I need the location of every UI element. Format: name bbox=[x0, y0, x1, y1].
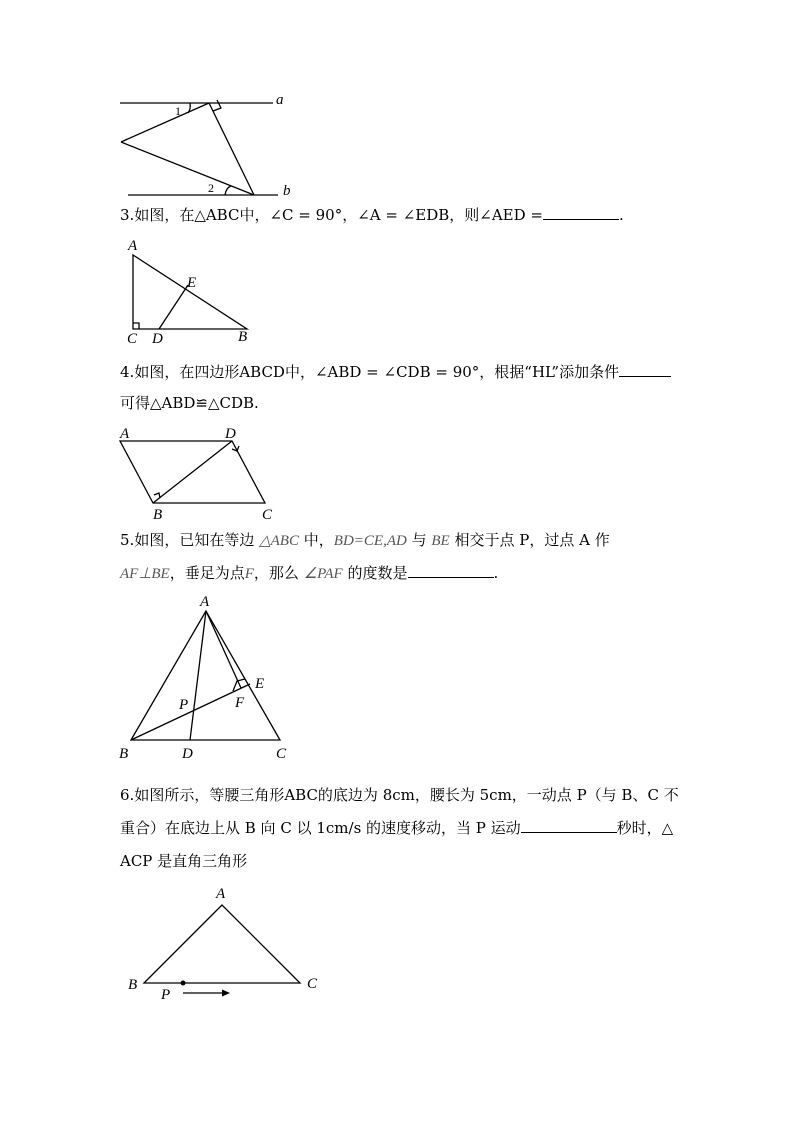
question-5 bbox=[120, 524, 610, 590]
point-f-label: F bbox=[235, 695, 245, 711]
math-angle-paf: ∠PAF bbox=[303, 566, 343, 582]
isosceles-triangle-figure-q6 bbox=[0, 880, 794, 1010]
vertex-d-label: D bbox=[152, 331, 163, 347]
question-6-number: 6. bbox=[120, 786, 135, 804]
math-triangle-abc: △ABC bbox=[259, 533, 299, 549]
math-bd-ce-ad: BD=CE,AD bbox=[333, 533, 407, 549]
vertex-a-label: A bbox=[200, 594, 210, 610]
question-6-line-1: 如图所示，等腰三角形ABC的底边为 8cm，腰长为 5cm，一动点 P（与 B、C 不 bbox=[134, 786, 679, 804]
vertex-d-label: D bbox=[225, 426, 236, 442]
vertex-c-label: C bbox=[262, 507, 273, 523]
point-p-label: P bbox=[179, 697, 189, 713]
question-5-text: 与 bbox=[411, 531, 427, 549]
question-3-end: . bbox=[618, 206, 624, 224]
vertex-b-label: B bbox=[119, 746, 129, 762]
question-5-text: 如图，已知在等边 bbox=[134, 531, 255, 549]
line-b-label: b bbox=[283, 183, 291, 199]
angle-2-label: 2 bbox=[208, 181, 214, 195]
vertex-e-label: E bbox=[187, 275, 197, 291]
math-af-perp-be: AF⊥BE bbox=[120, 566, 170, 582]
triangle-abc-figure-q3 bbox=[0, 235, 794, 350]
question-4-line-2: 可得△ABD≌△CDB. bbox=[120, 394, 259, 412]
question-6-line-2-end: 秒时，△ bbox=[616, 819, 674, 837]
question-5-text: 的度数是 bbox=[347, 564, 408, 582]
parallel-lines-figure bbox=[0, 0, 794, 200]
question-5-text: 中， bbox=[303, 531, 334, 549]
question-4-number: 4. bbox=[120, 363, 135, 381]
answer-blank-4[interactable] bbox=[619, 359, 671, 377]
point-d-label: D bbox=[182, 746, 193, 762]
vertex-c-label: C bbox=[276, 746, 287, 762]
question-3-text: 如图，在△ABC中，∠C = 90°，∠A = ∠EDB，则∠AED = bbox=[134, 206, 543, 224]
question-5-text: 相交于点 P，过点 A 作 bbox=[454, 531, 610, 549]
question-5-text: ，那么 bbox=[253, 564, 299, 582]
angle-1-label: 1 bbox=[175, 104, 181, 118]
line-a-label: a bbox=[276, 92, 284, 108]
vertex-a-label: A bbox=[128, 238, 138, 254]
question-6-line-3: ACP 是直角三角形 bbox=[120, 852, 248, 870]
vertex-e-label: E bbox=[255, 676, 265, 692]
vertex-b-label: B bbox=[128, 977, 138, 993]
question-4 bbox=[120, 357, 671, 419]
question-6-line-2: 重合）在底边上从 B 向 C 以 1cm/s 的速度移动，当 P 运动 bbox=[120, 819, 521, 837]
answer-blank-5[interactable] bbox=[408, 560, 494, 578]
question-3 bbox=[120, 200, 624, 231]
math-f: F bbox=[244, 566, 254, 582]
question-5-end: . bbox=[493, 564, 499, 582]
vertex-b-label: B bbox=[238, 329, 248, 345]
math-be: BE bbox=[431, 533, 450, 549]
answer-blank-3[interactable] bbox=[543, 202, 619, 220]
question-6 bbox=[120, 779, 679, 878]
question-5-number: 5. bbox=[120, 531, 135, 549]
point-p-label: P bbox=[161, 987, 171, 1003]
answer-blank-6[interactable] bbox=[521, 815, 617, 833]
equilateral-triangle-figure-q5 bbox=[0, 588, 794, 768]
quadrilateral-abcd-figure-q4 bbox=[0, 420, 794, 523]
question-4-line-1: 如图，在四边形ABCD中，∠ABD = ∠CDB = 90°，根据“HL”添加条件 bbox=[134, 363, 620, 381]
vertex-a-label: A bbox=[216, 886, 226, 902]
vertex-b-label: B bbox=[153, 507, 163, 523]
question-3-number: 3. bbox=[120, 206, 135, 224]
question-5-text: ，垂足为点 bbox=[169, 564, 245, 582]
vertex-c-label: C bbox=[307, 976, 318, 992]
vertex-c-label: C bbox=[127, 331, 138, 347]
vertex-a-label: A bbox=[120, 426, 130, 442]
